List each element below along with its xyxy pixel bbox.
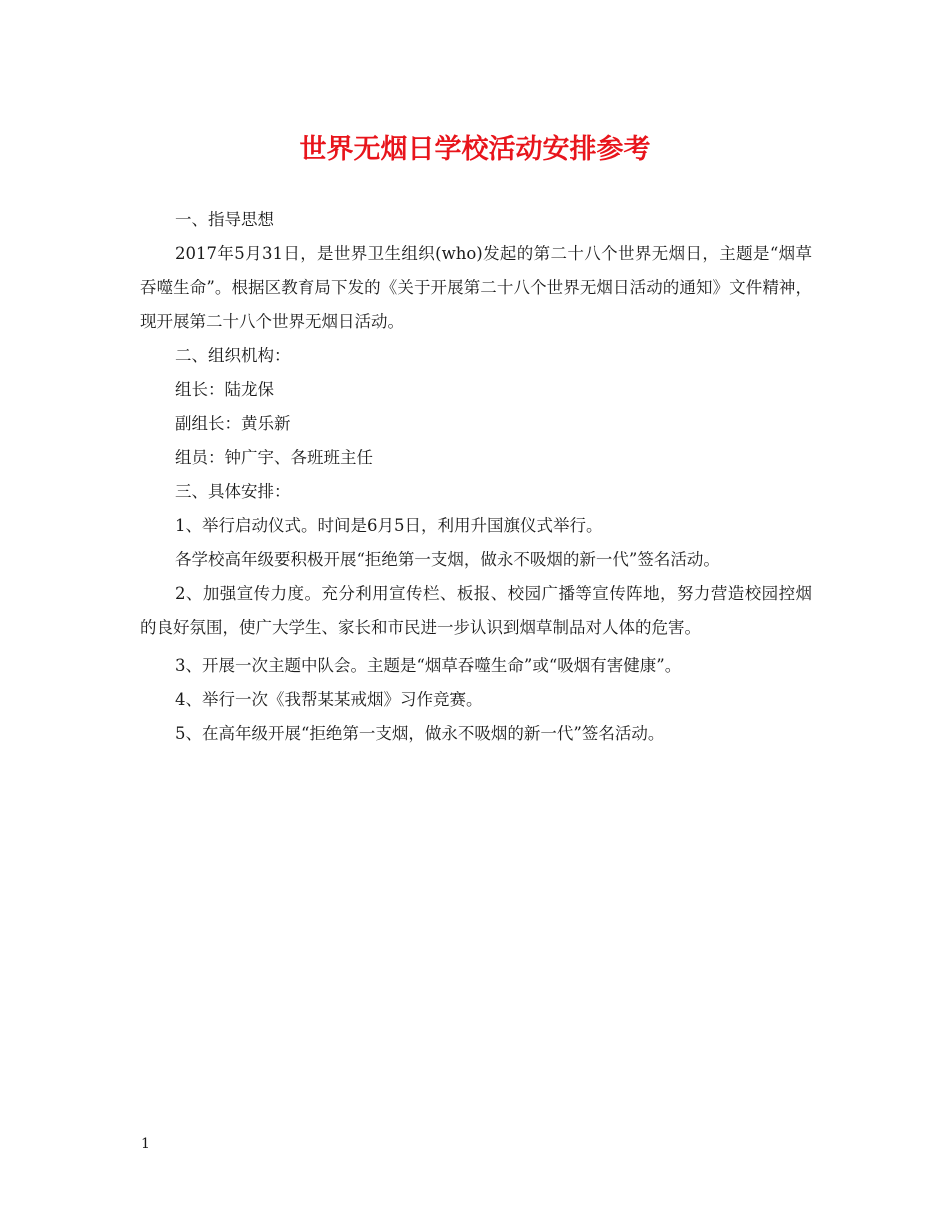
page-number: 1 [141,1136,150,1152]
arrangement-item-1-note: 各学校高年级要积极开展“拒绝第一支烟，做永不吸烟的新一代”签名活动。 [175,550,720,569]
arrangement-item-5: 5、在高年级开展“拒绝第一支烟，做永不吸烟的新一代”签名活动。 [175,724,665,743]
arrangement-item-2: 2、加强宣传力度。充分利用宣传栏、板报、校园广播等宣传阵地，努力营造校园控烟的良好氛围，使广大学生、家长和市民进一步认识到烟草制品对人体的危害。 [140,584,812,637]
arrangement-item-1: 1、举行启动仪式。时间是6月5日，利用升国旗仪式举行。 [175,516,603,535]
section-heading-guiding-ideology: 一、指导思想 [175,210,274,229]
section-heading-organization: 二、组织机构： [175,346,291,365]
deputy-team-leader: 副组长：黄乐新 [175,414,291,433]
document-title: 世界无烟日学校活动安排参考 [299,134,651,165]
document-body [140,203,812,751]
team-members: 组员：钟广宇、各班班主任 [175,448,373,467]
section-heading-arrangements: 三、具体安排： [175,482,291,501]
team-leader: 组长：陆龙保 [175,380,274,399]
intro-paragraph: 2017年5月31日，是世界卫生组织(who)发起的第二十八个世界无烟日，主题是“烟草吞噬生命”。根据区教育局下发的《关于开展第二十八个世界无烟日活动的通知》文件精神，现开展第二十八个世界无烟日活动。 [140,244,812,331]
arrangement-item-3: 3、开展一次主题中队会。主题是“烟草吞噬生命”或“吸烟有害健康”。 [175,656,682,675]
arrangement-item-4: 4、举行一次《我帮某某戒烟》习作竞赛。 [175,690,483,709]
